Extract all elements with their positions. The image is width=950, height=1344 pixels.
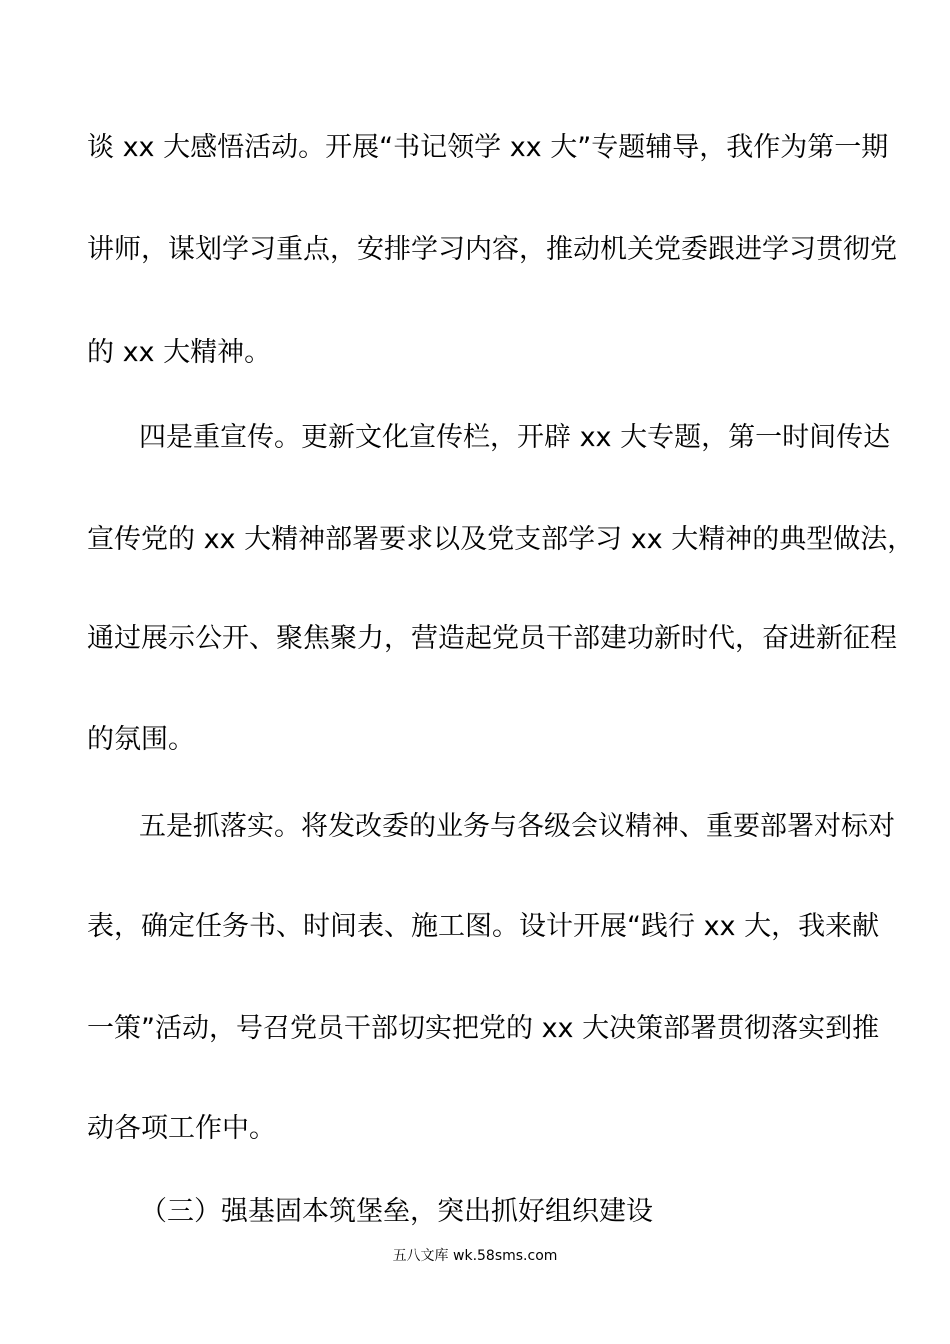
section-heading: （三）强基固本筑堡垒，突出抓好组织建设	[140, 1196, 653, 1227]
paragraph-line: 表，确定任务书、时间表、施工图。设计开展“践行 xx 大，我来献	[87, 911, 880, 942]
paragraph-line: 一策”活动，号召党员干部切实把党的 xx 大决策部署贯彻落实到推	[87, 1013, 880, 1044]
paragraph-line: 宣传党的 xx 大精神部署要求以及党支部学习 xx 大精神的典型做法，	[87, 524, 915, 555]
paragraph-line: 五是抓落实。将发改委的业务与各级会议精神、重要部署对标对	[139, 811, 895, 842]
paragraph-line: 谈 xx 大感悟活动。开展“书记领学 xx 大”专题辅导，我作为第一期	[87, 132, 889, 163]
paragraph-line: 的 xx 大精神。	[87, 337, 272, 368]
paragraph-line: 讲师，谋划学习重点，安排学习内容，推动机关党委跟进学习贯彻党	[87, 234, 897, 265]
paragraph-line: 通过展示公开、聚焦聚力，营造起党员干部建功新时代，奋进新征程	[87, 623, 897, 654]
watermark-footer: 五八文库 wk.58sms.com	[392, 1248, 558, 1264]
paragraph-line: 动各项工作中。	[87, 1113, 276, 1144]
paragraph-line: 的氛围。	[87, 724, 195, 755]
paragraph-line: 四是重宣传。更新文化宣传栏，开辟 xx 大专题，第一时间传达	[139, 422, 891, 453]
